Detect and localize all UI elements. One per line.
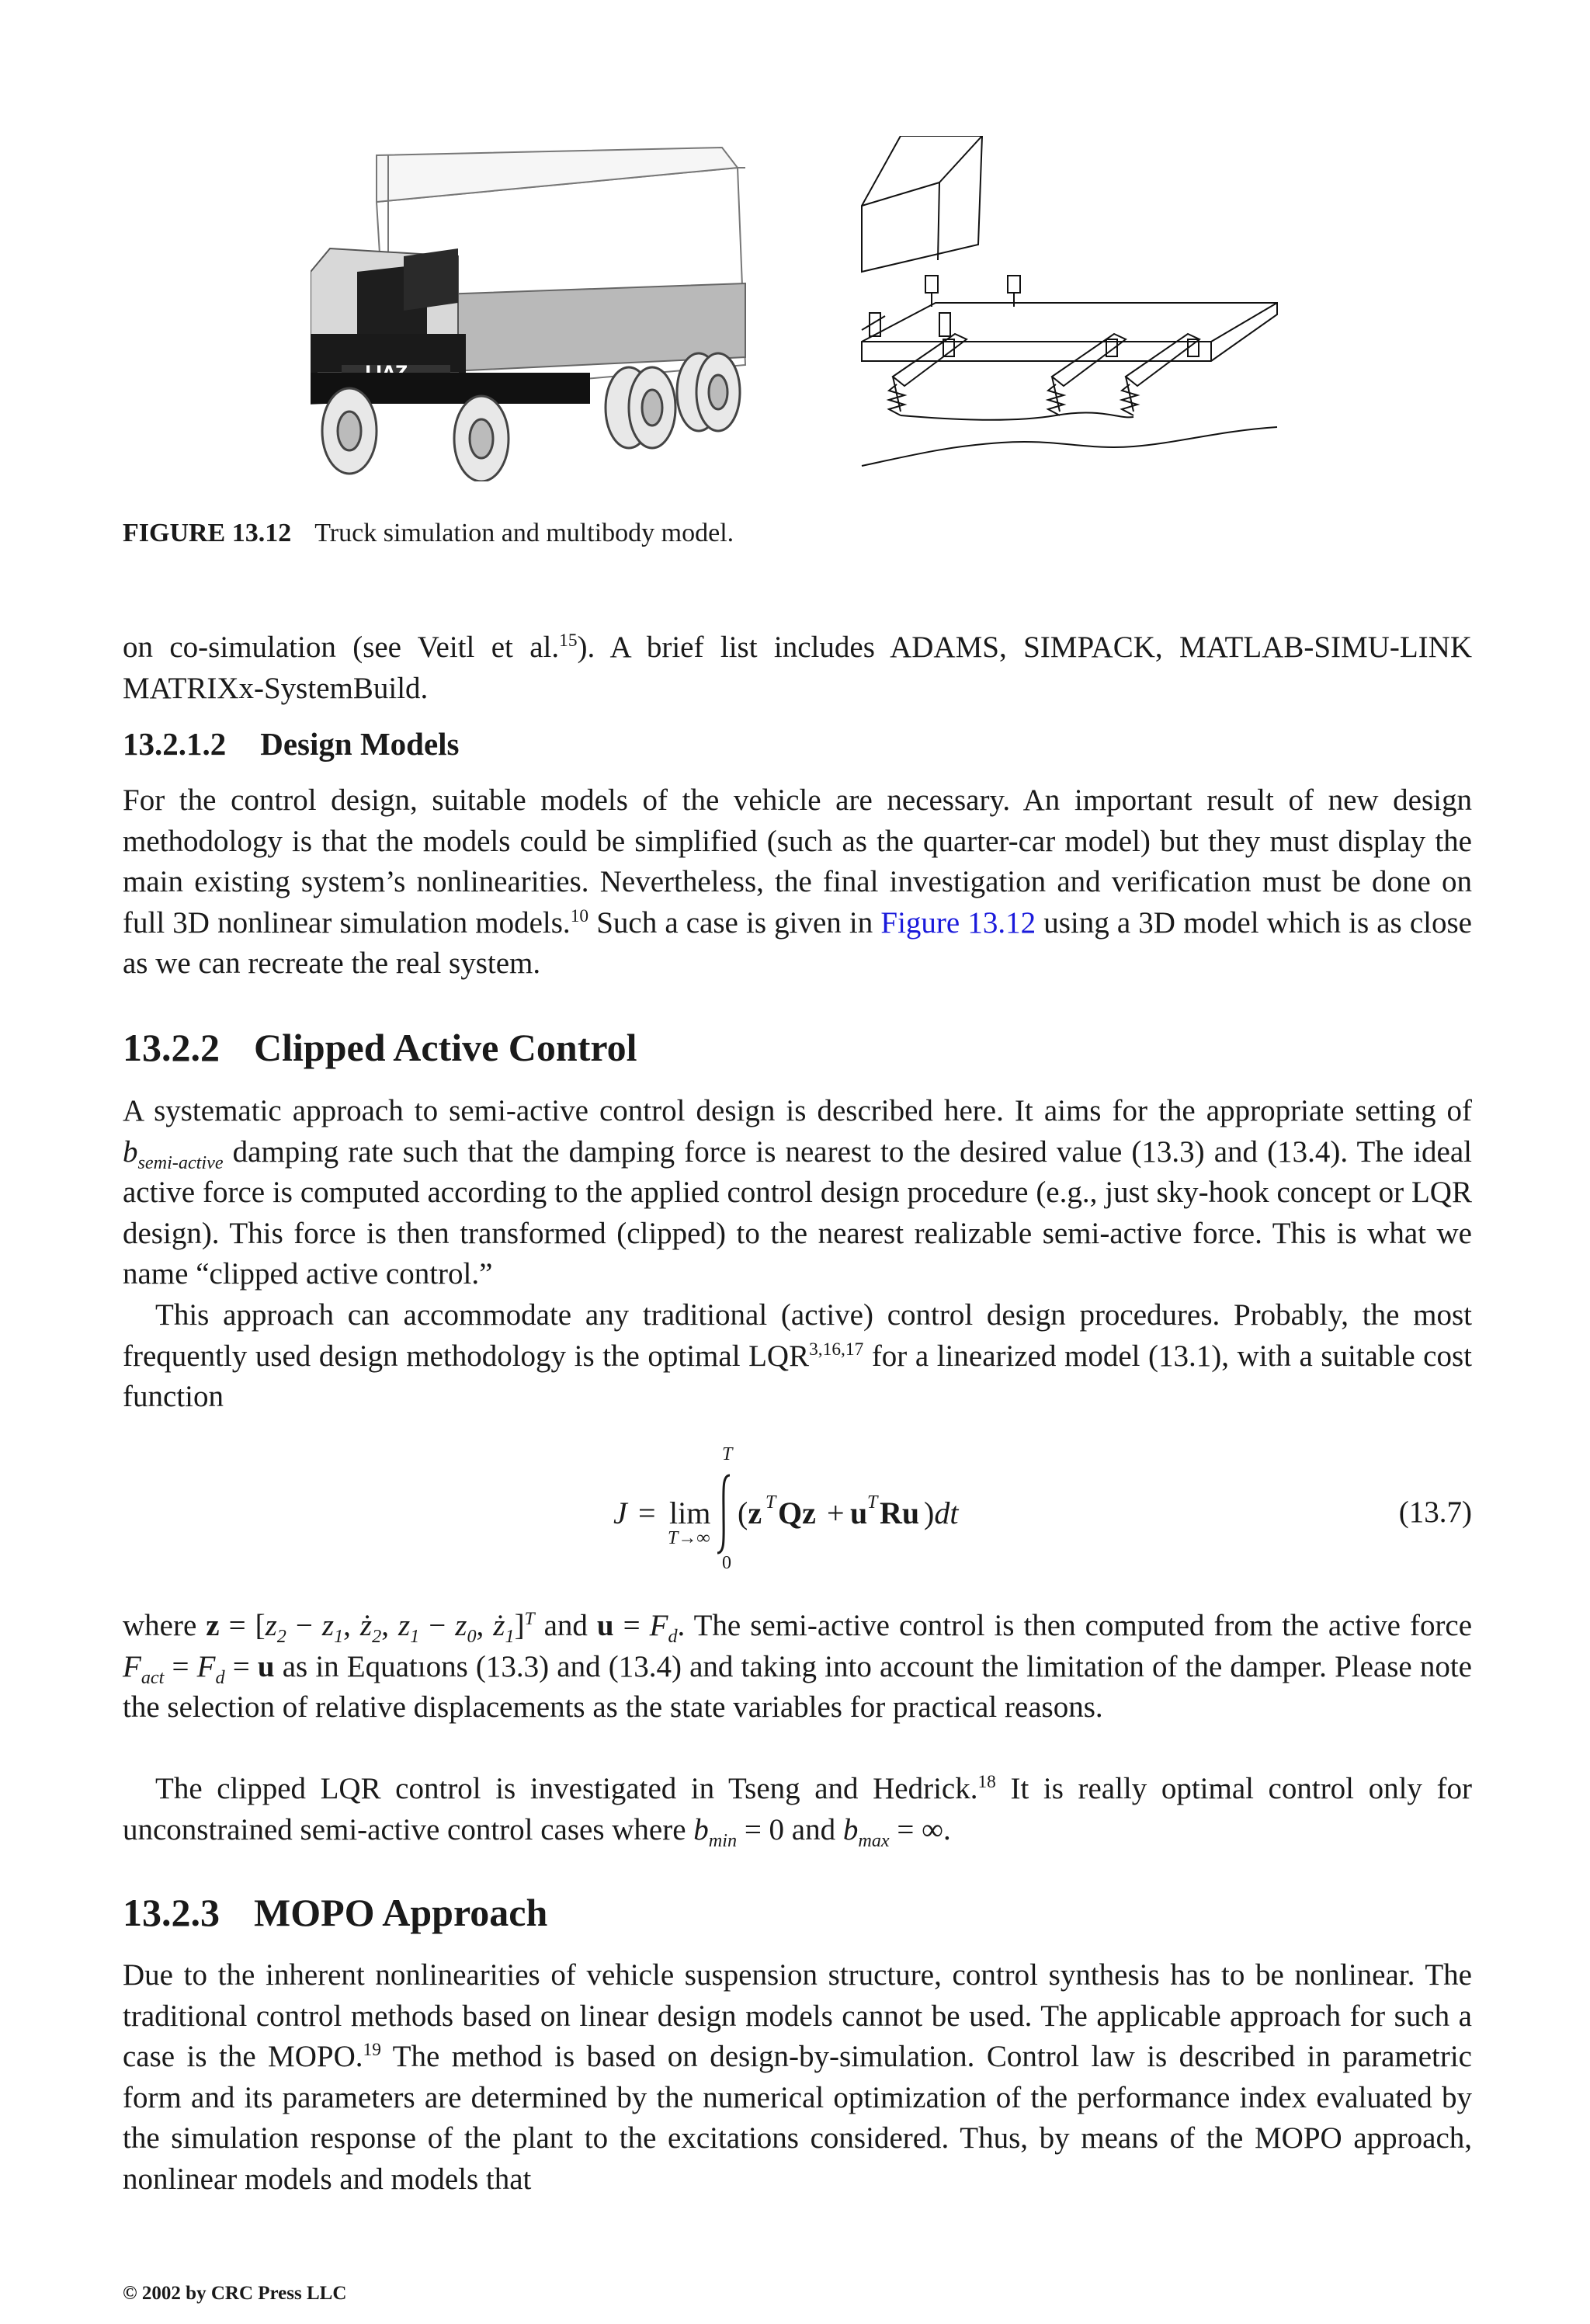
figure-caption xyxy=(123,519,734,548)
svg-text:)dt: )dt xyxy=(924,1495,959,1530)
svg-text:T: T xyxy=(722,1444,733,1464)
svg-text:u: u xyxy=(850,1495,868,1530)
paragraph-clipped-lqr xyxy=(123,1769,1472,1850)
section-title: Design Models xyxy=(260,726,460,762)
section-number: 13.2.1.2 xyxy=(123,726,227,762)
text: Due to the inherent nonlinearities of vehicle suspension structure, control synthesis has to be nonlinear. The traditional control methods based on linear design models cannot be used. The applicable approach for such a case is the MOPO. xyxy=(123,1958,1472,2073)
paragraph-cosimulation xyxy=(123,627,1472,709)
section-heading-13-2-3 xyxy=(123,1890,547,1935)
figure-label: FIGURE 13.12 xyxy=(123,519,292,547)
subscript: semi-active xyxy=(137,1152,224,1173)
text: damping rate such that the damping force is nearest to the desired value (13.3) and (13.4). The ideal active force is computed according to the applied control design procedure (e.g., just sky-hook concept or LQR design). This force is then transformed (clipped) to the nearest realizable semi-active force. This is what we name “clipped active control.” xyxy=(123,1134,1472,1291)
text: and xyxy=(534,1609,597,1642)
reference: 15 xyxy=(559,631,578,651)
paragraph-clipped-active xyxy=(123,1091,1472,1295)
state-vector-formula: $z = [z_2 - z_1$, $ż_2$, $z_1 - z_0$, $ż_1]^T$ xyxy=(206,1609,535,1647)
active-force-formula: $F_{act} = F_d = u$ xyxy=(123,1649,275,1688)
paragraph-mopo xyxy=(123,1955,1472,2200)
reference: 10 xyxy=(570,905,589,926)
text: where xyxy=(123,1609,207,1642)
svg-text:J: J xyxy=(613,1495,627,1530)
copyright-footer: © 2002 by CRC Press LLC xyxy=(123,2283,347,2304)
text: This approach can accommodate any traditional (active) control design procedures. Probably, the most frequently used design methodology is the optimal LQR xyxy=(123,1298,1472,1373)
text: It is really optimal control only for unconstrained semi-active control cases where xyxy=(123,1772,1472,1846)
section-heading-13-2-2 xyxy=(123,1025,637,1070)
section-title: Clipped Active Control xyxy=(254,1026,637,1069)
section-title: MOPO Approach xyxy=(254,1891,548,1934)
text: using a 3D model which is as close as we can recreate the real system. xyxy=(123,905,1472,980)
text: as in Equatıons (13.3) and (13.4) and taking into account the limitation of the damper. Please note the selection of relative displacements as the state variables for practical reasons. xyxy=(123,1649,1472,1724)
equation-13-7 xyxy=(606,1444,1472,1584)
svg-text:T→∞: T→∞ xyxy=(668,1528,710,1548)
section-heading-13-2-1-2 xyxy=(123,725,460,763)
text: on co-simulation (see Veitl et al. xyxy=(123,631,560,664)
text: The clipped LQR control is investigated in Tseng and Hedrick. xyxy=(155,1772,978,1805)
paragraph-lqr xyxy=(123,1295,1472,1418)
text: = ∞. xyxy=(889,1812,951,1846)
input-formula: $u = F_d$ xyxy=(596,1609,678,1647)
svg-text:=: = xyxy=(638,1495,656,1530)
text: for a linearized model (13.1), with a suitable cost function xyxy=(123,1339,1473,1413)
figure-link[interactable]: Figure 13.12 xyxy=(880,905,1036,940)
symbol: b xyxy=(123,1134,138,1169)
cost-function-formula xyxy=(606,1444,1071,1584)
text: . The semi-active control is then computed from the active force xyxy=(677,1609,1473,1642)
paragraph-design-models xyxy=(123,780,1472,985)
reference: 18 xyxy=(977,1772,996,1792)
svg-text:lim: lim xyxy=(669,1495,711,1530)
section-number: 13.2.2 xyxy=(123,1026,220,1069)
svg-text:+: + xyxy=(827,1495,845,1530)
equation-number: (13.7) xyxy=(1398,1495,1472,1529)
b-max-symbol: $b_{max}$ xyxy=(842,1812,890,1851)
svg-text:0: 0 xyxy=(722,1553,731,1573)
text: Such a case is given in xyxy=(588,905,881,940)
reference: 3,16,17 xyxy=(809,1339,864,1360)
svg-text:T: T xyxy=(765,1492,776,1513)
text: = 0 and xyxy=(737,1812,843,1846)
b-min-symbol: $b_{min}$ xyxy=(693,1812,738,1851)
section-number: 13.2.3 xyxy=(123,1891,220,1934)
svg-text:Qz: Qz xyxy=(778,1495,816,1530)
reference: 19 xyxy=(363,2040,381,2060)
multibody-model-diagram xyxy=(854,136,1289,478)
svg-text:T: T xyxy=(867,1492,878,1513)
svg-text:(z: (z xyxy=(738,1495,762,1530)
text: The method is based on design-by-simulation. Control law is described in parametric form and its parameters are determined by the numerical optimization of the performance index evaluated by the simulation response of the plant to the excitations considered. Thus, by means of the MOPO approach, nonlinear models and models that xyxy=(123,2040,1472,2196)
paragraph-where xyxy=(123,1606,1472,1728)
figure-caption-text: Truck simulation and multibody model. xyxy=(314,519,734,547)
text: A systematic approach to semi-active control design is described here. It aims for the appropriate setting of xyxy=(123,1094,1472,1127)
text: For the control design, suitable models of the vehicle are necessary. An important result of new design methodology is that the models could be simplified (such as the quarter-car model) but they must display the main existing system’s nonlinearities. Nevertheless, the final investigation and verification must be done on full 3D nonlinear simulation models. xyxy=(123,783,1472,940)
svg-text:Ru: Ru xyxy=(880,1495,920,1530)
text: ). A brief list includes ADAMS, SIMPACK, MATLAB-SIMU-LINK MATRIXx-SystemBuild. xyxy=(123,631,1472,705)
